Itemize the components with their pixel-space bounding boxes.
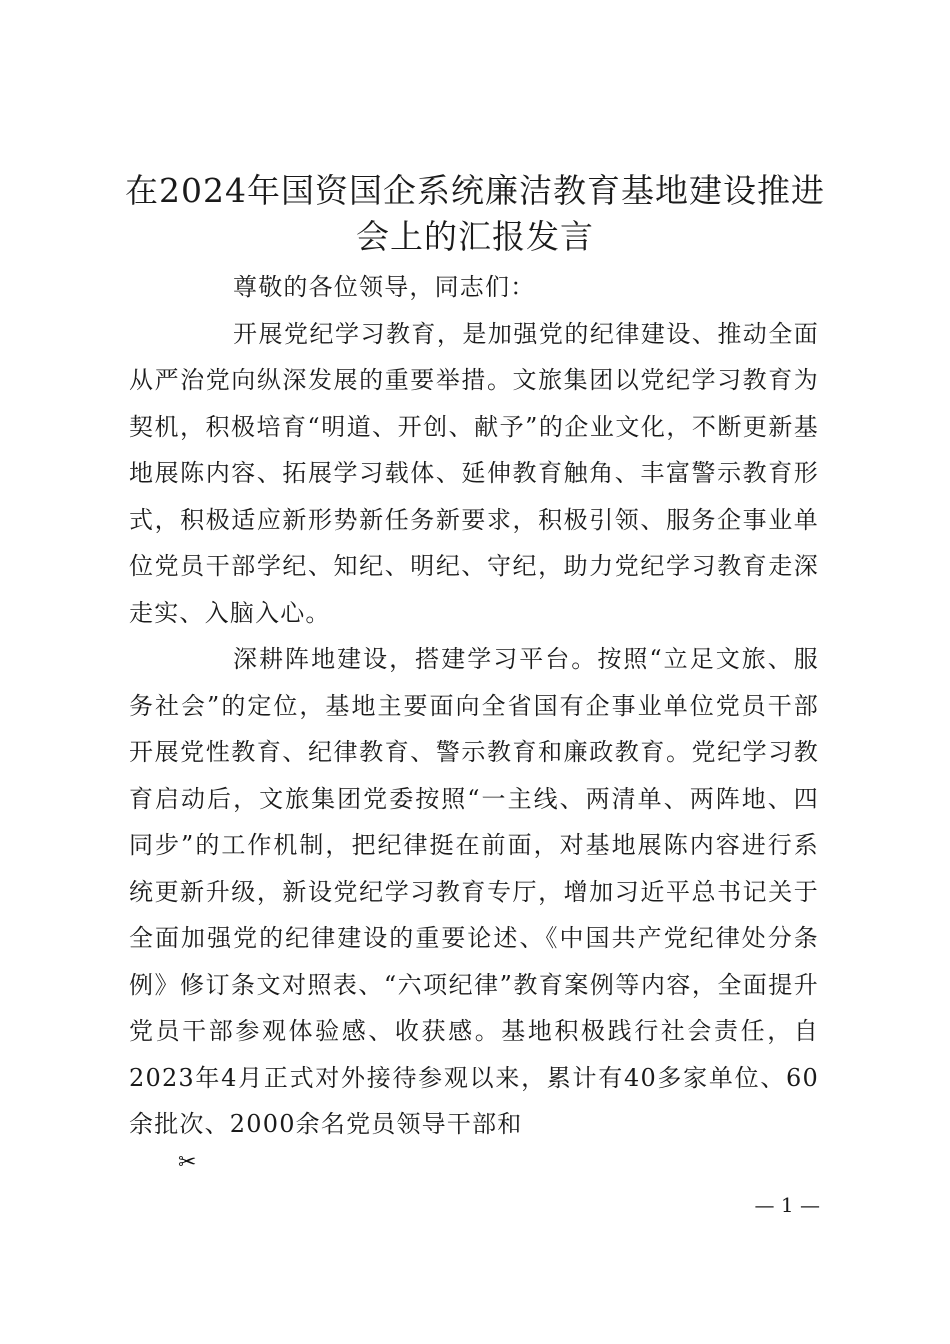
page-number: — 1 —: [754, 1193, 820, 1217]
document-body: [129, 264, 819, 1148]
paragraph-1: 开展党纪学习教育，是加强党的纪律建设、推动全面从严治党向纵深发展的重要举措。文旅集团以党纪学习教育为契机，积极培育“明道、开创、献予”的企业文化，不断更新基地展陈内容、拓展学习载体、延伸教育触角、丰富警示教育形式，积极适应新形势新任务新要求，积极引领、服务企事业单位党员干部学纪、知纪、明纪、守纪，助力党纪学习教育走深走实、入脑入心。: [129, 319, 819, 627]
paragraph-2: 深耕阵地建设，搭建学习平台。按照“立足文旅、服务社会”的定位，基地主要面向全省国有企事业单位党员干部开展党性教育、纪律教育、警示教育和廉政教育。党纪学习教育启动后，文旅集团党委按照“一主线、两清单、两阵地、四同步”的工作机制，把纪律挺在前面，对基地展陈内容进行系统更新升级，新设党纪学习教育专厅，增加习近平总书记关于全面加强党的纪律建设的重要论述、《中国共产党纪律处分条例》修订条文对照表、“六项纪律”教育案例等内容，全面提升党员干部参观体验感、收获感。基地积极践行社会责任，自2023年4月正式对外接待参观以来，累计有40多家单位、60余批次、2000余名党员领导干部和: [129, 645, 819, 1138]
salutation: 尊敬的各位领导，同志们：: [233, 273, 536, 301]
document-title: 在2024年国资国企系统廉洁教育基地建设推进会上的汇报发言: [125, 171, 825, 256]
scissors-icon: ✂: [178, 1150, 197, 1175]
